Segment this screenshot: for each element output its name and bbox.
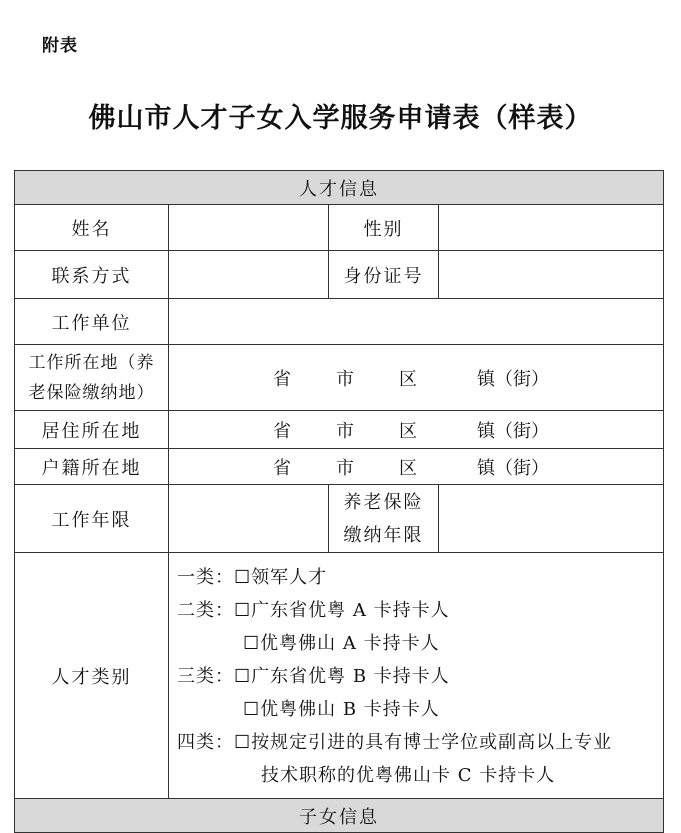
checkbox-icon[interactable]: ☐ (234, 567, 252, 588)
checkbox-icon[interactable]: ☐ (243, 633, 261, 654)
category-class4 (177, 726, 663, 759)
pension-years-label-line1: 养老保险 (343, 491, 424, 513)
district-label: 区 (399, 368, 417, 390)
residence-label: 居住所在地 (15, 411, 169, 449)
gender-label: 性别 (329, 205, 439, 251)
class3-prefix: 三类： (177, 666, 234, 687)
checkbox-icon[interactable]: ☐ (234, 600, 252, 621)
class2-option-guangdong-a: 广东省优粤 A 卡持卡人 (251, 600, 450, 621)
class4-option-line2: 技术职称的优粤佛山卡 C 卡持卡人 (261, 765, 556, 786)
residence-field[interactable] (169, 411, 664, 449)
work-location-label (15, 345, 169, 411)
pension-years-label (329, 485, 439, 553)
province-label: 省 (273, 457, 291, 479)
household-field[interactable] (169, 449, 664, 485)
class1-prefix: 一类： (177, 567, 234, 588)
city-label: 市 (336, 420, 354, 442)
name-label: 姓名 (15, 205, 169, 251)
category-class1 (177, 561, 663, 594)
category-class4-line2 (177, 759, 663, 792)
application-form-table (14, 170, 664, 833)
id-number-field[interactable] (439, 251, 664, 299)
class3-option-guangdong-b: 广东省优粤 B 卡持卡人 (251, 666, 450, 687)
contact-field[interactable] (169, 251, 329, 299)
section-talent-info: 人才信息 (15, 171, 664, 205)
checkbox-icon[interactable]: ☐ (234, 732, 252, 753)
contact-label: 联系方式 (15, 251, 169, 299)
employer-field[interactable] (169, 299, 664, 345)
class4-prefix: 四类： (177, 732, 234, 753)
city-label: 市 (336, 457, 354, 479)
town-label: 镇（街） (477, 368, 549, 390)
checkbox-icon[interactable]: ☐ (234, 666, 252, 687)
work-years-label: 工作年限 (15, 485, 169, 553)
category-class2 (177, 594, 663, 627)
gender-field[interactable] (439, 205, 664, 251)
category-class3 (177, 660, 663, 693)
talent-category-label: 人才类别 (15, 553, 169, 799)
province-label: 省 (273, 368, 291, 390)
category-class2-second (177, 627, 663, 660)
form-title: 佛山市人才子女入学服务申请表（样表） (88, 103, 593, 134)
name-field[interactable] (169, 205, 329, 251)
town-label: 镇（街） (477, 420, 549, 442)
checkbox-icon[interactable]: ☐ (243, 699, 261, 720)
city-label: 市 (336, 368, 354, 390)
district-label: 区 (399, 420, 417, 442)
employer-label: 工作单位 (15, 299, 169, 345)
province-label: 省 (273, 420, 291, 442)
pension-years-field[interactable] (439, 485, 664, 553)
work-location-field[interactable] (169, 345, 664, 411)
class1-option-leading-talent: 领军人才 (251, 567, 328, 588)
class2-option-foshan-a: 优粤佛山 A 卡持卡人 (260, 633, 440, 654)
work-years-field[interactable] (169, 485, 329, 553)
work-location-label-line1: 工作所在地（养 (28, 352, 155, 373)
district-label: 区 (399, 457, 417, 479)
class4-option-line1: 按规定引进的具有博士学位或副高以上专业 (251, 732, 613, 753)
class2-prefix: 二类： (177, 600, 234, 621)
category-class3-second (177, 693, 663, 726)
town-label: 镇（街） (477, 457, 549, 479)
id-number-label: 身份证号 (329, 251, 439, 299)
household-label: 户籍所在地 (15, 449, 169, 485)
talent-category-options (169, 553, 664, 799)
attachment-label: 附表 (42, 36, 78, 56)
class3-option-foshan-b: 优粤佛山 B 卡持卡人 (260, 699, 440, 720)
pension-years-label-line2: 缴纳年限 (343, 524, 424, 546)
work-location-label-line2: 老保险缴纳地） (28, 382, 155, 403)
section-child-info: 子女信息 (15, 799, 664, 833)
